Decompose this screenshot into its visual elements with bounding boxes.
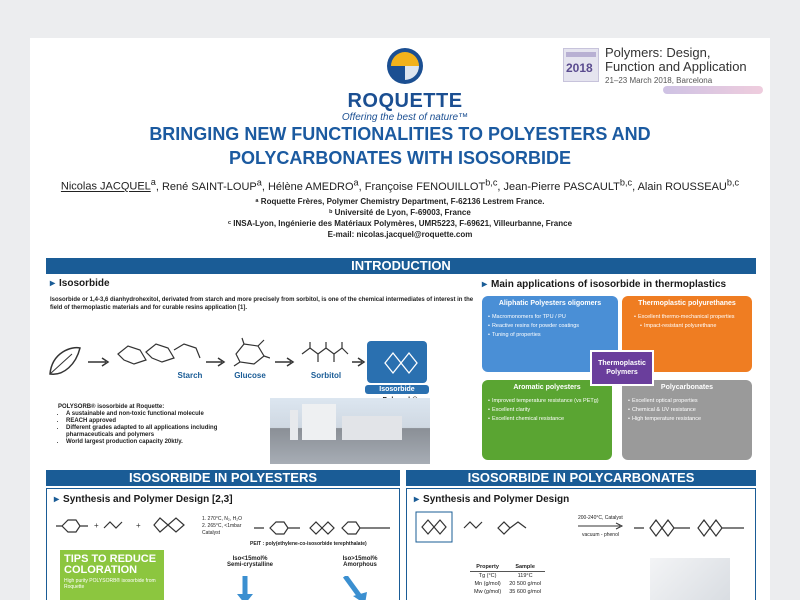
- logo-tagline: Offering the best of nature™: [341, 112, 469, 123]
- polycarbonate-structure: [630, 510, 750, 544]
- conference-wave-decoration: [663, 86, 763, 94]
- phase-arrows: [215, 576, 395, 600]
- iso-low-label: Iso<15mol% Semi-crystalline: [226, 556, 274, 568]
- introduction-heading: INTRODUCTION: [46, 258, 756, 274]
- author-list: Nicolas JACQUEL$^a$, René SAINT-LOUP$^a$, Hélène AMEDRO$^a$, Françoise FENOUILLOT$^{b,c}$, Jean-Pierre PASCAULT$^{b,c}$, Alain ROUSSEAU$^{b,c}$: [60, 177, 740, 193]
- applications-heading: ▸ Main applications of isosorbide in thermoplastics: [482, 279, 727, 290]
- caret-right-icon: ▸: [54, 494, 60, 505]
- starch-molecule: [116, 338, 202, 368]
- thermoplastic-center: Thermoplastic Polymers: [590, 350, 654, 386]
- leaf-icon: [46, 344, 84, 380]
- isosorbide-molecule: [367, 341, 427, 383]
- glucose-label: Glucose: [234, 371, 266, 380]
- caret-right-icon: ▸: [414, 494, 420, 505]
- polycarbonate-reactants: [414, 510, 534, 544]
- polyester-reactants: [54, 512, 204, 538]
- polycarbonate-sample-photo: [650, 558, 730, 600]
- isosorbide-text: Isosorbide or 1,4-3,6 dianhydrohexitol, derivated from starch and more precisely from sorbitol, is one of the chemical intermediates of interest in the field of thermoplastic materials and for curable resins application [1].: [50, 297, 474, 311]
- svg-text:+: +: [136, 521, 141, 530]
- quadrant-aliphatic: Aliphatic Polyesters oligomers • Macromonomers for TPU / PU • Reactive resins for powder coatings • Tuning of properties: [482, 296, 618, 372]
- conference-banner: [563, 46, 768, 90]
- polysorb-bullets: POLYSORB® isosorbide at Roquette: • A sustainable and non-toxic functional molecule • REACH approved • Different grades adapted to all applications including pharmaceuticals and polymers • World largest production capacity 20kt/y.: [58, 404, 258, 446]
- starch-label: Starch: [177, 371, 203, 380]
- table-header: Sample: [505, 563, 545, 572]
- polycarbonate-properties-table: [470, 563, 545, 596]
- author-affiliation: a: [256, 177, 262, 187]
- author-name: , Jean-Pierre PASCAULT: [497, 180, 620, 193]
- pc-reaction-conditions-2: vacuum - phenol: [582, 532, 619, 538]
- arrow-right-icon: [352, 356, 366, 368]
- arrow-right-icon: [578, 522, 626, 530]
- conference-year: 2018: [566, 61, 593, 75]
- factory-photo: [270, 398, 430, 464]
- polycarbonates-sub-heading: ▸ Synthesis and Polymer Design: [414, 494, 570, 505]
- poster: [30, 38, 770, 600]
- polyesters-heading: ISOSORBIDE IN POLYESTERS: [46, 470, 400, 486]
- sorbitol-label: Sorbitol: [310, 371, 342, 380]
- author-name: , René SAINT-LOUP: [155, 180, 257, 193]
- author-name: , Françoise FENOUILLOT: [358, 180, 486, 193]
- iso-high-label: Iso>15mol% Amorphous: [342, 556, 378, 568]
- arrow-right-icon: [206, 356, 228, 368]
- isosorbide-heading: ▸ Isosorbide: [50, 278, 110, 289]
- table-row: Tg (°C) 119°C: [478, 573, 533, 579]
- table-row: Mw (g/mol) 35 600 g/mol: [474, 589, 542, 595]
- list-item: • Different grades adapted to all applications including pharmaceuticals and polymers: [66, 425, 258, 439]
- author-name: , Hélène AMEDRO: [261, 180, 354, 193]
- isosorbide-label: Isosorbide: [365, 385, 429, 394]
- affiliations: ᵃ Roquette Frères, Polymer Chemistry Department, F-62136 Lestrem France. ᵇ Université de Lyon, F-69003, France ᶜ INSA-Lyon, Ingénierie des Matériaux Polymères, UMR5223, F-69621, Villeurbanne, France E-mail: nicolas.jacquel@roquette.com: [227, 197, 573, 239]
- polyesters-sub-heading: ▸ Synthesis and Polymer Design [2,3]: [54, 494, 233, 505]
- reaction-conditions: 1. 270°C, N₂, H₂O 2. 265°C, <1mbar Catalyst: [202, 516, 243, 536]
- table-row: Mn (g/mol) 20 500 g/mol: [474, 581, 542, 587]
- arrow-right-icon: [275, 356, 297, 368]
- peit-label: PEIT : poly(ethylene-co-isosorbide terephthalate): [250, 541, 367, 547]
- sorbitol-molecule: [300, 338, 350, 368]
- roquette-logo-icon: [385, 46, 425, 86]
- list-item: • World largest production capacity 20kt/y.: [66, 439, 258, 446]
- polycarbonates-heading: ISOSORBIDE IN POLYCARBONATES: [406, 470, 756, 486]
- caret-right-icon: ▸: [482, 279, 488, 290]
- quadrant-polyurethanes: Thermoplastic polyurethanes • Excellent thermo-mechanical properties • Impact-resistant polyurethane: [622, 296, 752, 372]
- isosorbide-box: [367, 341, 427, 383]
- conference-badge: [563, 48, 599, 82]
- peit-polymer-structure: [250, 516, 395, 540]
- pc-reaction-conditions: 200-240°C, Catalyst: [578, 515, 623, 521]
- table-header: Property: [470, 563, 505, 572]
- author-affiliation: b,c: [485, 177, 498, 187]
- lead-author: Nicolas JACQUEL: [60, 180, 151, 193]
- quadrant-polycarbonates: Polycarbonates • Excellent optical properties • Chemical & UV resistance • High temperature resistance: [622, 380, 752, 460]
- author-affiliation: a: [353, 177, 359, 187]
- poster-title: BRINGING NEW FUNCTIONALITIES TO POLYESTERS AND POLYCARBONATES WITH ISOSORBIDE: [149, 124, 651, 168]
- list-item: • A sustainable and non-toxic functional molecule: [66, 411, 258, 418]
- arrow-right-icon: [88, 356, 112, 368]
- svg-text:+: +: [94, 521, 99, 530]
- author-affiliation: b,c: [619, 177, 633, 187]
- quadrant-aromatic: Aromatic polyesters • Improved temperature resistance (vs PETg) • Excellent clarity • Excellent chemical resistance: [482, 380, 612, 460]
- logo-name: ROQUETTE: [347, 90, 463, 112]
- glucose-molecule: [230, 336, 270, 370]
- list-item: • REACH approved: [66, 418, 258, 425]
- author-affiliation: b,c: [726, 177, 740, 187]
- conference-date: 21–23 March 2018, Barcelona: [605, 76, 713, 85]
- roquette-logo: [340, 46, 470, 123]
- caret-right-icon: ▸: [50, 278, 56, 289]
- conference-title: Polymers: Design, Function and Application: [605, 45, 747, 74]
- author-name: , Alain ROUSSEAU: [632, 180, 727, 193]
- tips-box: TIPS TO REDUCE COLORATION High purity POLYSORB® isosorbide from Roquette: [60, 550, 164, 600]
